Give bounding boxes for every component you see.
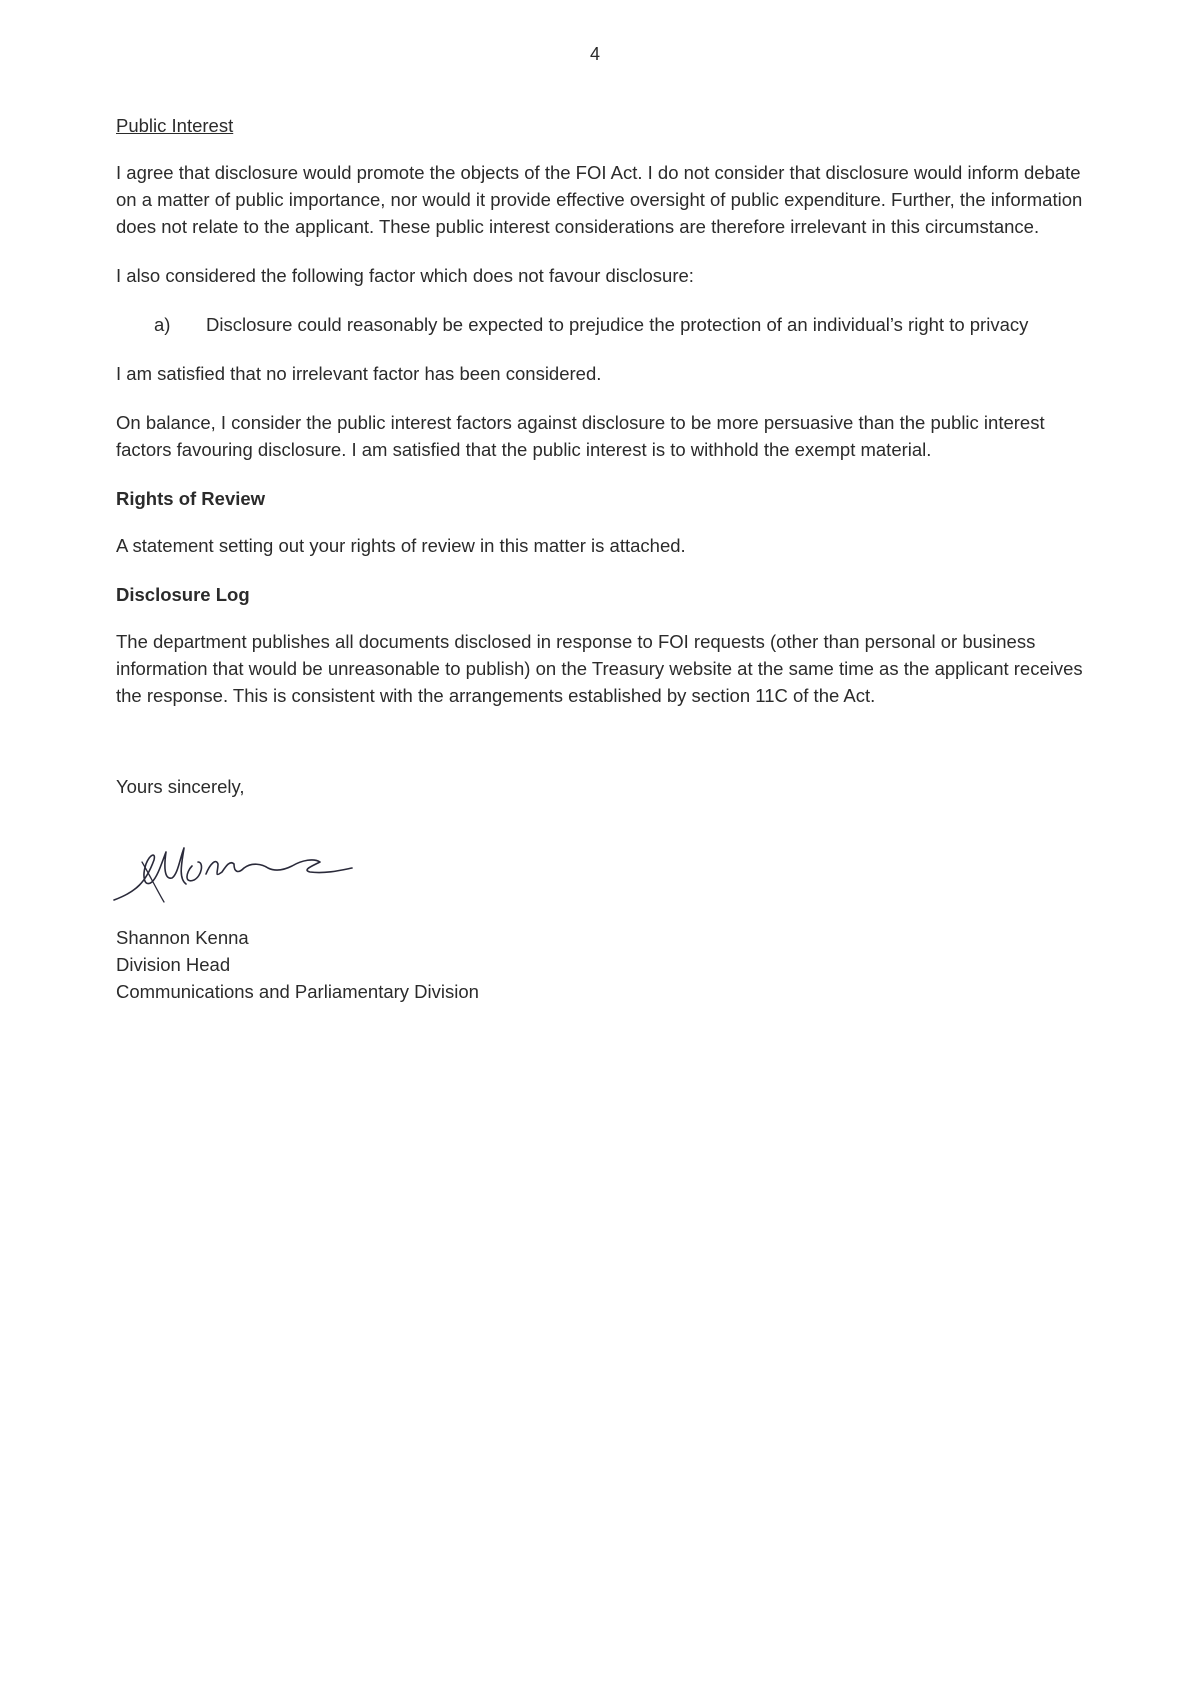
signature-drawing	[106, 822, 366, 912]
factor-list-item	[116, 311, 1086, 338]
handwritten-signature	[106, 822, 366, 912]
disclosure-log-text: The department publishes all documents disclosed in response to FOI requests (other than personal or business information that would be unreasonable to publish) on the Treasury website at the same time as the applicant receives the response. This is consistent with the arrangements established by section 11C of the Act.	[116, 631, 1083, 706]
public-interest-paragraph-2: I also considered the following factor which does not favour disclosure:	[116, 265, 694, 286]
public-interest-heading: Public Interest	[116, 115, 234, 136]
page-number: 4	[589, 44, 600, 64]
disclosure-log-heading: Disclosure Log	[116, 584, 250, 605]
factor-text: Disclosure could reasonably be expected to prejudice the protection of an individual’s right to privacy	[206, 314, 1029, 335]
rights-of-review-heading: Rights of Review	[116, 488, 266, 509]
closing-salutation: Yours sincerely,	[116, 776, 245, 797]
rights-of-review-text: A statement setting out your rights of review in this matter is attached.	[116, 535, 686, 556]
signatory-title: Division Head	[116, 954, 231, 975]
factor-marker: a)	[154, 314, 171, 335]
signatory-division: Communications and Parliamentary Division	[116, 981, 479, 1002]
letter-body	[116, 112, 1086, 1005]
signatory-name: Shannon Kenna	[116, 927, 249, 948]
public-interest-paragraph-3: I am satisfied that no irrelevant factor has been considered.	[116, 363, 602, 384]
public-interest-paragraph-4: On balance, I consider the public interest factors against disclosure to be more persuasive than the public interest factors favouring disclosure. I am satisfied that the public interest is to withhold the exempt material.	[116, 412, 1045, 460]
signature-block	[116, 924, 1086, 1005]
public-interest-paragraph-1: I agree that disclosure would promote the objects of the FOI Act. I do not consider that disclosure would inform debate on a matter of public importance, nor would it provide effective oversight of public expenditure. Further, the information does not relate to the applicant. These public interest considerations are therefore irrelevant in this circumstance.	[116, 162, 1083, 237]
